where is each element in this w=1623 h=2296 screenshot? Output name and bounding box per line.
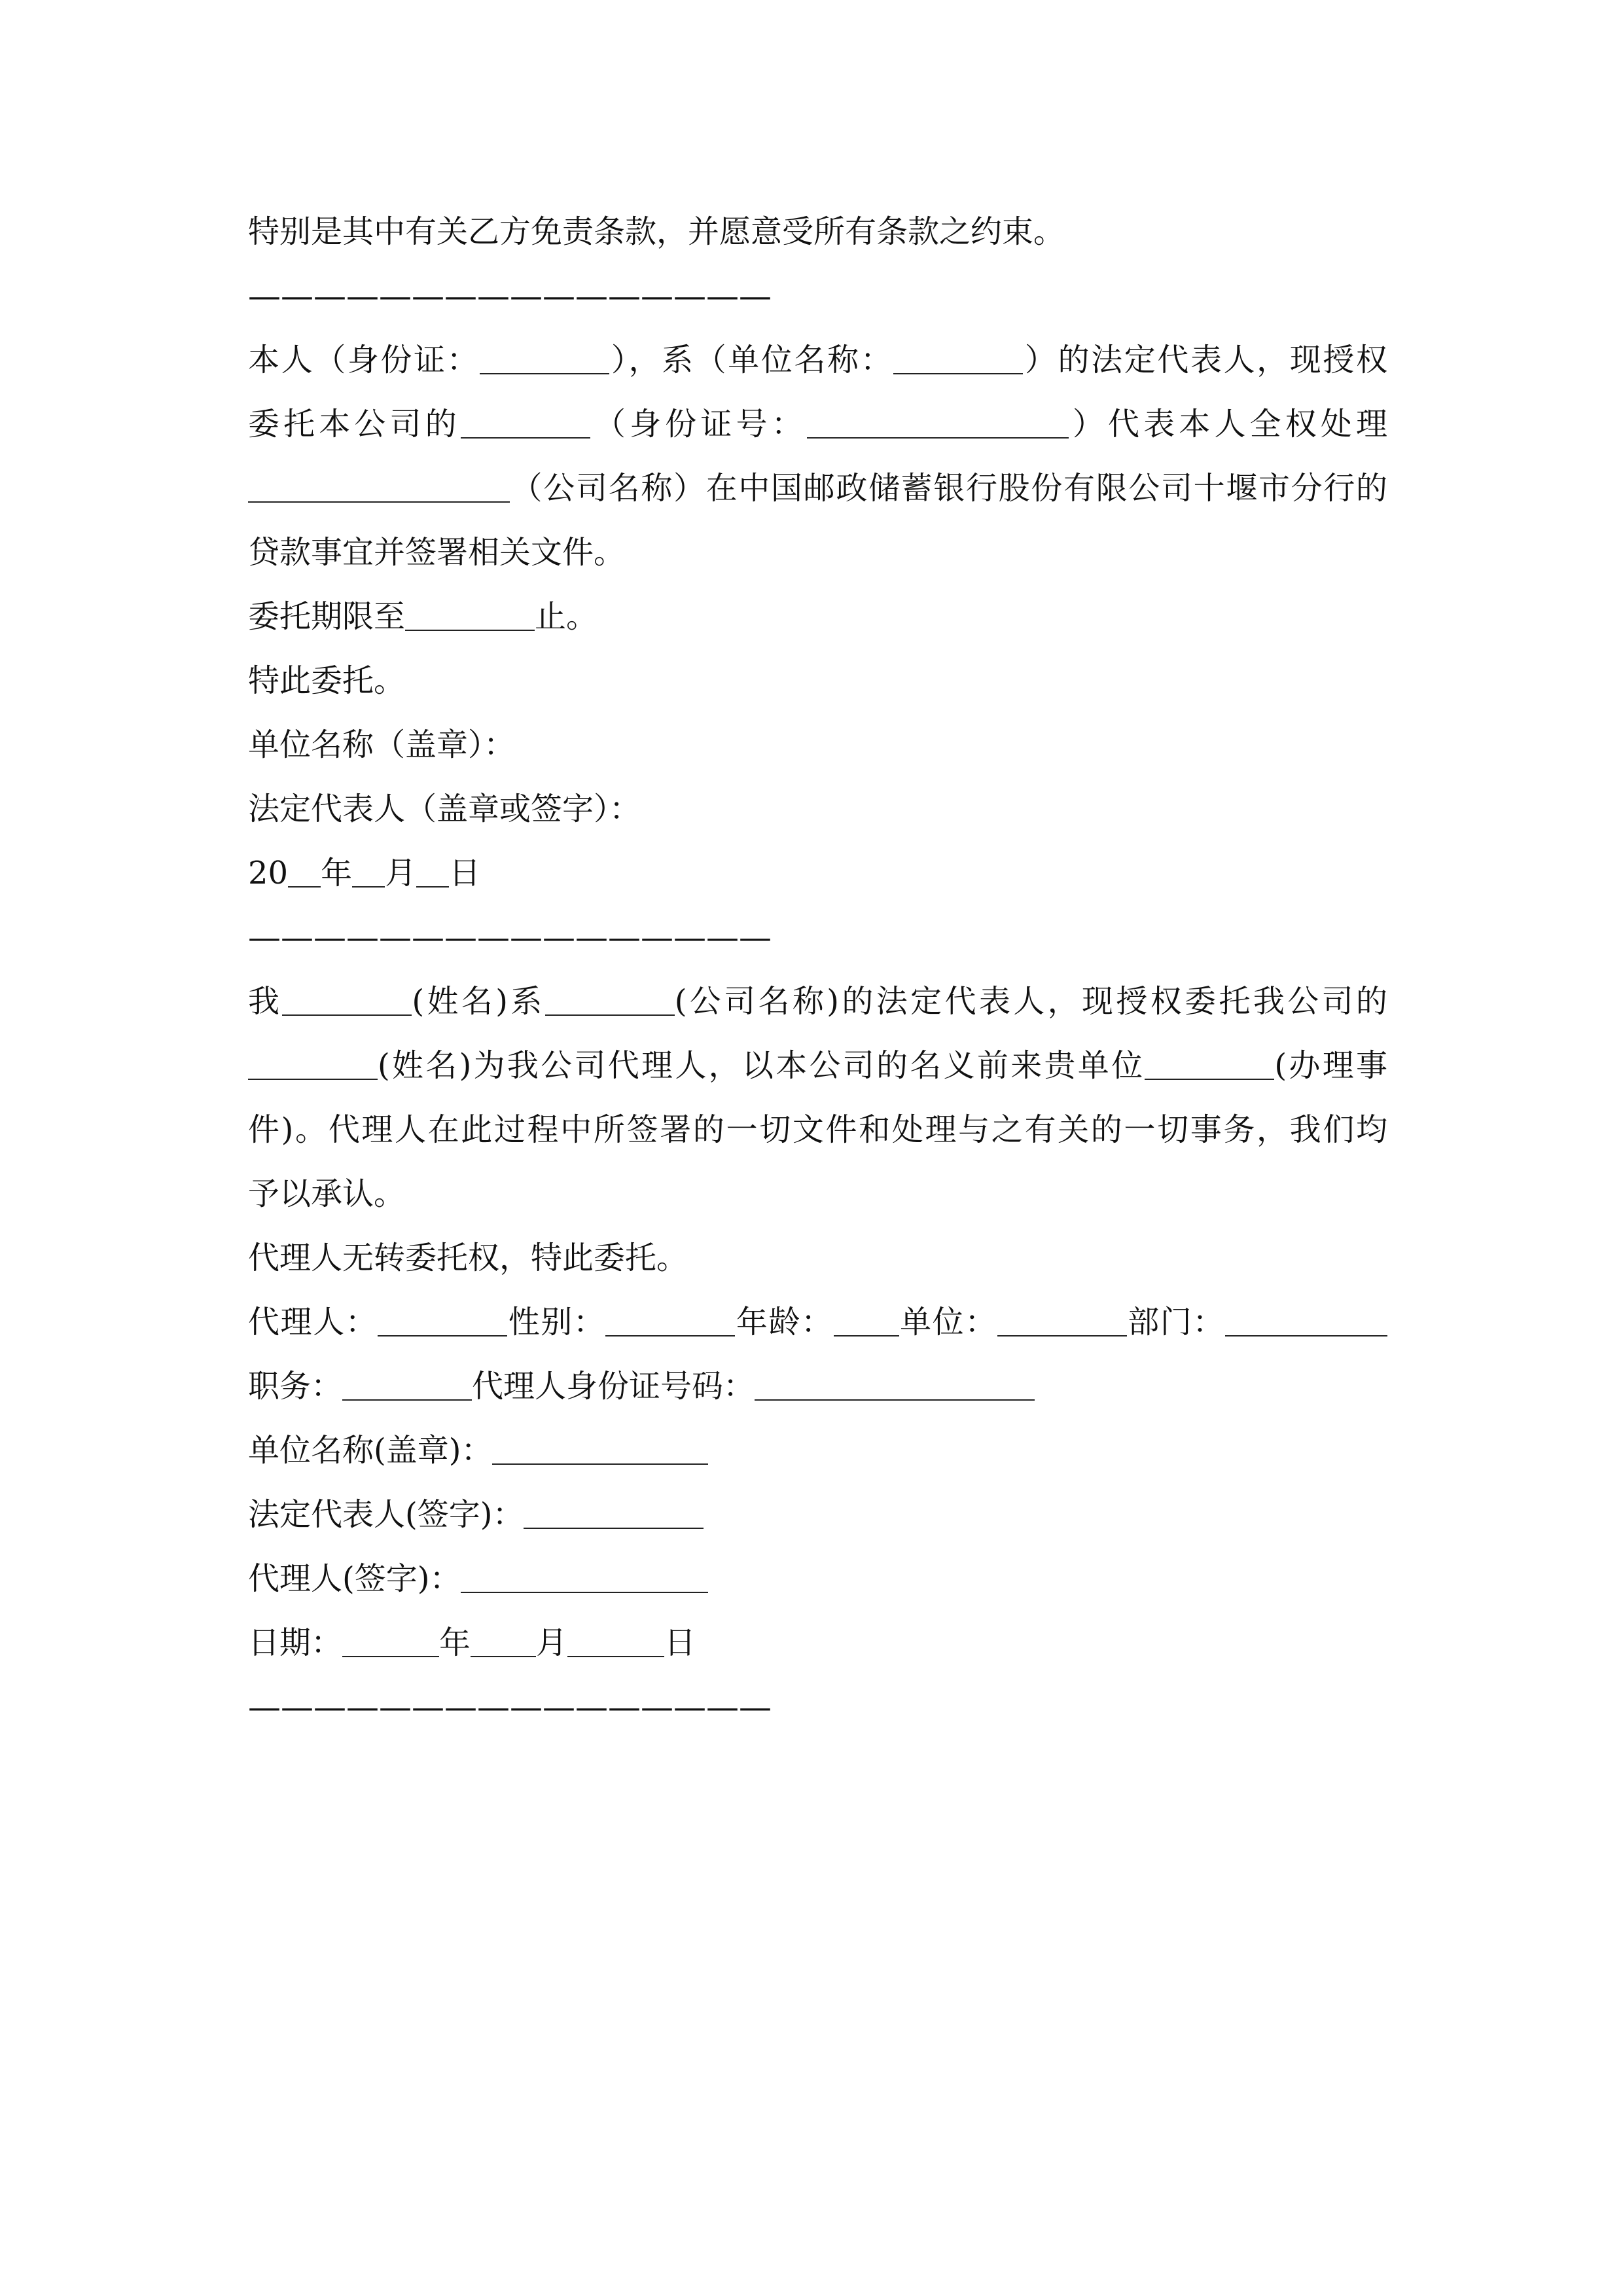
company-seal-label: 单位名称（盖章）： <box>248 726 516 763</box>
text: 委托本公司的 <box>248 406 461 442</box>
legal-rep-signature-blank[interactable] <box>524 1527 704 1529</box>
legal-rep-sign-line <box>248 1482 1387 1547</box>
name-blank[interactable] <box>282 1014 412 1016</box>
text: ）的法定代表人，现授权 <box>1023 342 1387 378</box>
agent-id-number-blank[interactable] <box>755 1399 1035 1401</box>
year-blank[interactable] <box>288 886 321 888</box>
age-blank[interactable] <box>834 1335 899 1336</box>
authorization-paragraph-4: 贷款事宜并签署相关文件。 <box>248 534 626 571</box>
power-of-attorney-paragraph-2 <box>248 1033 1387 1098</box>
agent-sign-line <box>248 1547 1387 1611</box>
year-blank[interactable] <box>342 1655 439 1657</box>
legal-rep-sign-label: 法定代表人（盖章或签字）： <box>248 791 641 827</box>
month-blank[interactable] <box>471 1655 536 1657</box>
signing-date-line <box>248 1611 1387 1675</box>
day-blank[interactable] <box>416 886 449 888</box>
divider: ———————————————— <box>248 918 772 956</box>
agent-name-blank[interactable] <box>248 1078 378 1080</box>
term-blank[interactable] <box>405 629 535 631</box>
agent-signature-blank[interactable] <box>461 1591 708 1593</box>
text: 20 <box>248 855 289 891</box>
position-blank[interactable] <box>342 1399 472 1401</box>
text: 代理人身份证号码： <box>472 1368 755 1405</box>
text: (公司名称)的法定代表人，现授权委托我公司的 <box>674 983 1387 1020</box>
authorization-paragraph-2 <box>248 392 1387 456</box>
company-name-blank[interactable] <box>893 372 1023 374</box>
text: 本人（身份证： <box>248 342 480 378</box>
company-blank[interactable] <box>248 501 510 503</box>
text: 代理人： <box>248 1304 378 1340</box>
matter-blank[interactable] <box>1145 1078 1274 1080</box>
no-sub-delegation-text: 代理人无转委托权，特此委托。 <box>248 1240 688 1276</box>
text: 单位： <box>899 1304 997 1340</box>
text: 单位名称(盖章)： <box>248 1432 493 1469</box>
text: （公司名称）在中国邮政储蓄银行股份有限公司十堰市分行的 <box>510 470 1387 507</box>
text: 年龄： <box>735 1304 834 1340</box>
text: (办理事 <box>1274 1047 1387 1084</box>
power-of-attorney-paragraph-1 <box>248 969 1387 1033</box>
text: 我 <box>248 983 283 1020</box>
text: 性别： <box>507 1304 606 1340</box>
power-of-attorney-paragraph-3: 件)。代理人在此过程中所签署的一切文件和处理与之有关的一切事务，我们均 <box>248 1111 1387 1148</box>
seal-blank[interactable] <box>492 1463 708 1465</box>
document-page <box>248 200 1387 1739</box>
text: (姓名)为我公司代理人，以本公司的名义前来贵单位 <box>378 1047 1145 1084</box>
authorization-paragraph-1 <box>248 328 1387 392</box>
company-blank[interactable] <box>545 1014 675 1016</box>
day-blank[interactable] <box>567 1655 664 1657</box>
term-line <box>248 584 1387 649</box>
text: 日期： <box>248 1624 343 1661</box>
department-blank[interactable] <box>1225 1335 1387 1336</box>
date-line <box>248 841 1387 905</box>
text: 日 <box>664 1624 696 1661</box>
text: 职务： <box>248 1368 343 1405</box>
text: 法定代表人(签字)： <box>248 1496 524 1533</box>
text: (姓名)系 <box>412 983 545 1020</box>
month-blank[interactable] <box>352 886 385 888</box>
agent-blank[interactable] <box>378 1335 507 1336</box>
divider: ———————————————— <box>248 1688 772 1726</box>
text: 代理人(签字)： <box>248 1560 461 1597</box>
text: 年 <box>321 855 353 891</box>
text: 止。 <box>535 598 598 635</box>
divider: ———————————————— <box>248 277 772 315</box>
power-of-attorney-paragraph-4: 予以承认。 <box>248 1175 406 1212</box>
clause-text: 特别是其中有关乙方免责条款，并愿意受所有条款之约束。 <box>248 213 1065 250</box>
text: 月 <box>385 855 417 891</box>
agent-name-blank[interactable] <box>461 437 590 439</box>
unit-blank[interactable] <box>997 1335 1127 1336</box>
id-card-blank[interactable] <box>480 372 609 374</box>
text: ）代表本人全权处理 <box>1068 406 1387 442</box>
closing-text: 特此委托。 <box>248 662 406 699</box>
text: 年 <box>439 1624 471 1661</box>
agent-id-blank[interactable] <box>807 437 1069 439</box>
authorization-paragraph-3 <box>248 456 1387 520</box>
agent-id-line <box>248 1354 1387 1418</box>
text: 部门： <box>1126 1304 1225 1340</box>
company-seal-line <box>248 1418 1387 1482</box>
text: 日 <box>449 855 481 891</box>
text: 委托期限至 <box>248 598 406 635</box>
text: 月 <box>536 1624 568 1661</box>
text: ），系（单位名称： <box>609 342 894 378</box>
agent-info-line <box>248 1290 1387 1354</box>
gender-blank[interactable] <box>605 1335 735 1336</box>
text: （身份证号： <box>590 406 807 442</box>
